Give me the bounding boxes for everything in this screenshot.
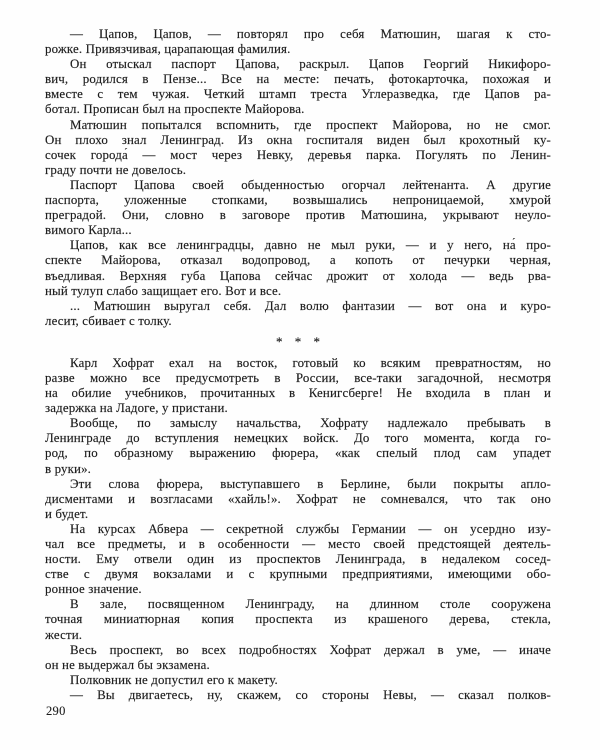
text-line: он не выдержал бы экзамена. <box>45 657 210 672</box>
paragraph <box>45 597 551 642</box>
paragraph <box>45 57 551 117</box>
text-line: ности. Ему отвели один из проспектов Ленинграда, в недалеком сосед- <box>45 552 551 567</box>
paragraph <box>45 238 551 298</box>
page-number: 290 <box>46 704 66 718</box>
text-line: граду почти не довелось. <box>45 162 187 177</box>
text-line: на обилие учебников, прочитанных в Кенигсберге! Не входила в план и <box>45 386 551 401</box>
text-line: в руки». <box>45 461 92 476</box>
text-line: ... Матюшин выругал себя. Дал волю фантазии — вот она и куро- <box>70 298 551 313</box>
text-line: Полковник не допустил его к макету. <box>70 672 278 687</box>
paragraph <box>45 477 551 522</box>
text-line: лесит, сбивает с толку. <box>45 313 172 328</box>
text-line: Он плохо знал Ленинград. Из окна госпиталя виден был крохотный ку- <box>45 132 551 147</box>
text-block <box>45 27 551 703</box>
text-line: Вообще, по замыслу начальства, Хофрату надлежало пребывать в <box>70 416 551 431</box>
text-line: ронное значение. <box>45 582 142 597</box>
text-line: Цапов, как все ленинградцы, давно не мыл руки, — и у него, на́ про- <box>70 238 551 253</box>
text-line: чал все предметы, и в особенности — место своей предстоящей деятель- <box>45 537 551 551</box>
text-line: преградой. Они, словно в заговоре против Матюшина, укрывают неуло- <box>45 208 551 223</box>
text-line: На курсах Абвера — секретной службы Германии — он усердно изу- <box>70 521 551 536</box>
text-line: Карл Хофрат ехал на восток, готовый ко всяким превратностям, но <box>70 355 551 370</box>
text-line: точная миниатюрная копия проспекта из крашеного дерева, стекла, <box>45 612 551 627</box>
text-line: и будет. <box>45 506 89 521</box>
text-line: ботал. Прописан был на проспекте Майорова. <box>45 102 305 117</box>
paragraph <box>45 673 551 688</box>
paragraph <box>45 643 551 673</box>
text-line: ный тулуп слабо защищает его. Вот и все. <box>45 283 282 298</box>
paragraph <box>45 688 551 703</box>
text-line: жести. <box>45 627 83 642</box>
text-line: В зале, посвященном Ленинграду, на длинном столе сооружена <box>70 597 551 612</box>
text-line: разве можно все предусмотреть в России, все-таки загадочной, несмотря <box>45 370 551 385</box>
text-line: — Цапов, Цапов, — повторял про себя Матюшин, шагая к сто- <box>70 27 551 41</box>
text-line: паспорта, уложенные стопками, возвышались непроницаемой, хмурой <box>45 193 551 208</box>
text-line: Весь проспект, во всех подробностях Хофрат держал в уме, — иначе <box>70 642 551 657</box>
text-line: рожке. Привязчивая, царапающая фамилия. <box>45 42 291 57</box>
paragraph <box>45 299 551 329</box>
text-line: Ленинграде до вступления немецких войск. До того момента, когда го- <box>45 431 551 446</box>
paragraph <box>45 178 551 238</box>
text-line: род, по образному выражению фюрера, «как спелый плод сам упадет <box>45 446 551 461</box>
text-line: вич, родился в Пензе... Все на месте: печать, фотокарточка, похожая и <box>45 72 551 87</box>
text-line: Паспорт Цапова своей обыденностью огорчал лейтенанта. А другие <box>70 177 551 192</box>
text-line: вимого Карла... <box>45 223 132 238</box>
text-line: спекте Майорова, отказал водопровод, а копоть от печурки черная, <box>45 253 551 268</box>
text-line: — Вы двигаетесь, ну, скажем, со стороны Невы, — сказал полков- <box>70 687 551 702</box>
text-line: Матюшин попытался вспомнить, где проспект Майорова, но не смог. <box>70 117 551 132</box>
text-line: дисментами и возгласами «хайль!». Хофрат не сомневался, что так оно <box>45 491 551 506</box>
section-separator: * * * <box>276 333 320 349</box>
paragraph <box>45 356 551 416</box>
text-line: въедливая. Верхняя губа Цапова сейчас дрожит от холода — ведь рва- <box>45 268 551 283</box>
text-line: Он отыскал паспорт Цапова, раскрыл. Цапов Георгий Никифоро- <box>70 57 551 72</box>
paragraph <box>45 27 551 57</box>
text-line: вместе с тем чужая. Четкий штамп треста Углеразведка, где Цапов ра- <box>45 87 551 102</box>
text-line: задержка на Ладоге, у пристани. <box>45 401 228 416</box>
paragraph <box>45 416 551 476</box>
text-line: стве с двумя вокзалами и с крупными предприятиями, имеющими обо- <box>45 567 551 582</box>
paragraph <box>45 522 551 597</box>
text-line: сочек города́ — мост через Невку, деревья парка. Погулять по Ленин- <box>45 147 551 162</box>
text-line: Эти слова фюрера, выступавшего в Берлине, были покрыты апло- <box>70 476 551 491</box>
paragraph <box>45 118 551 178</box>
